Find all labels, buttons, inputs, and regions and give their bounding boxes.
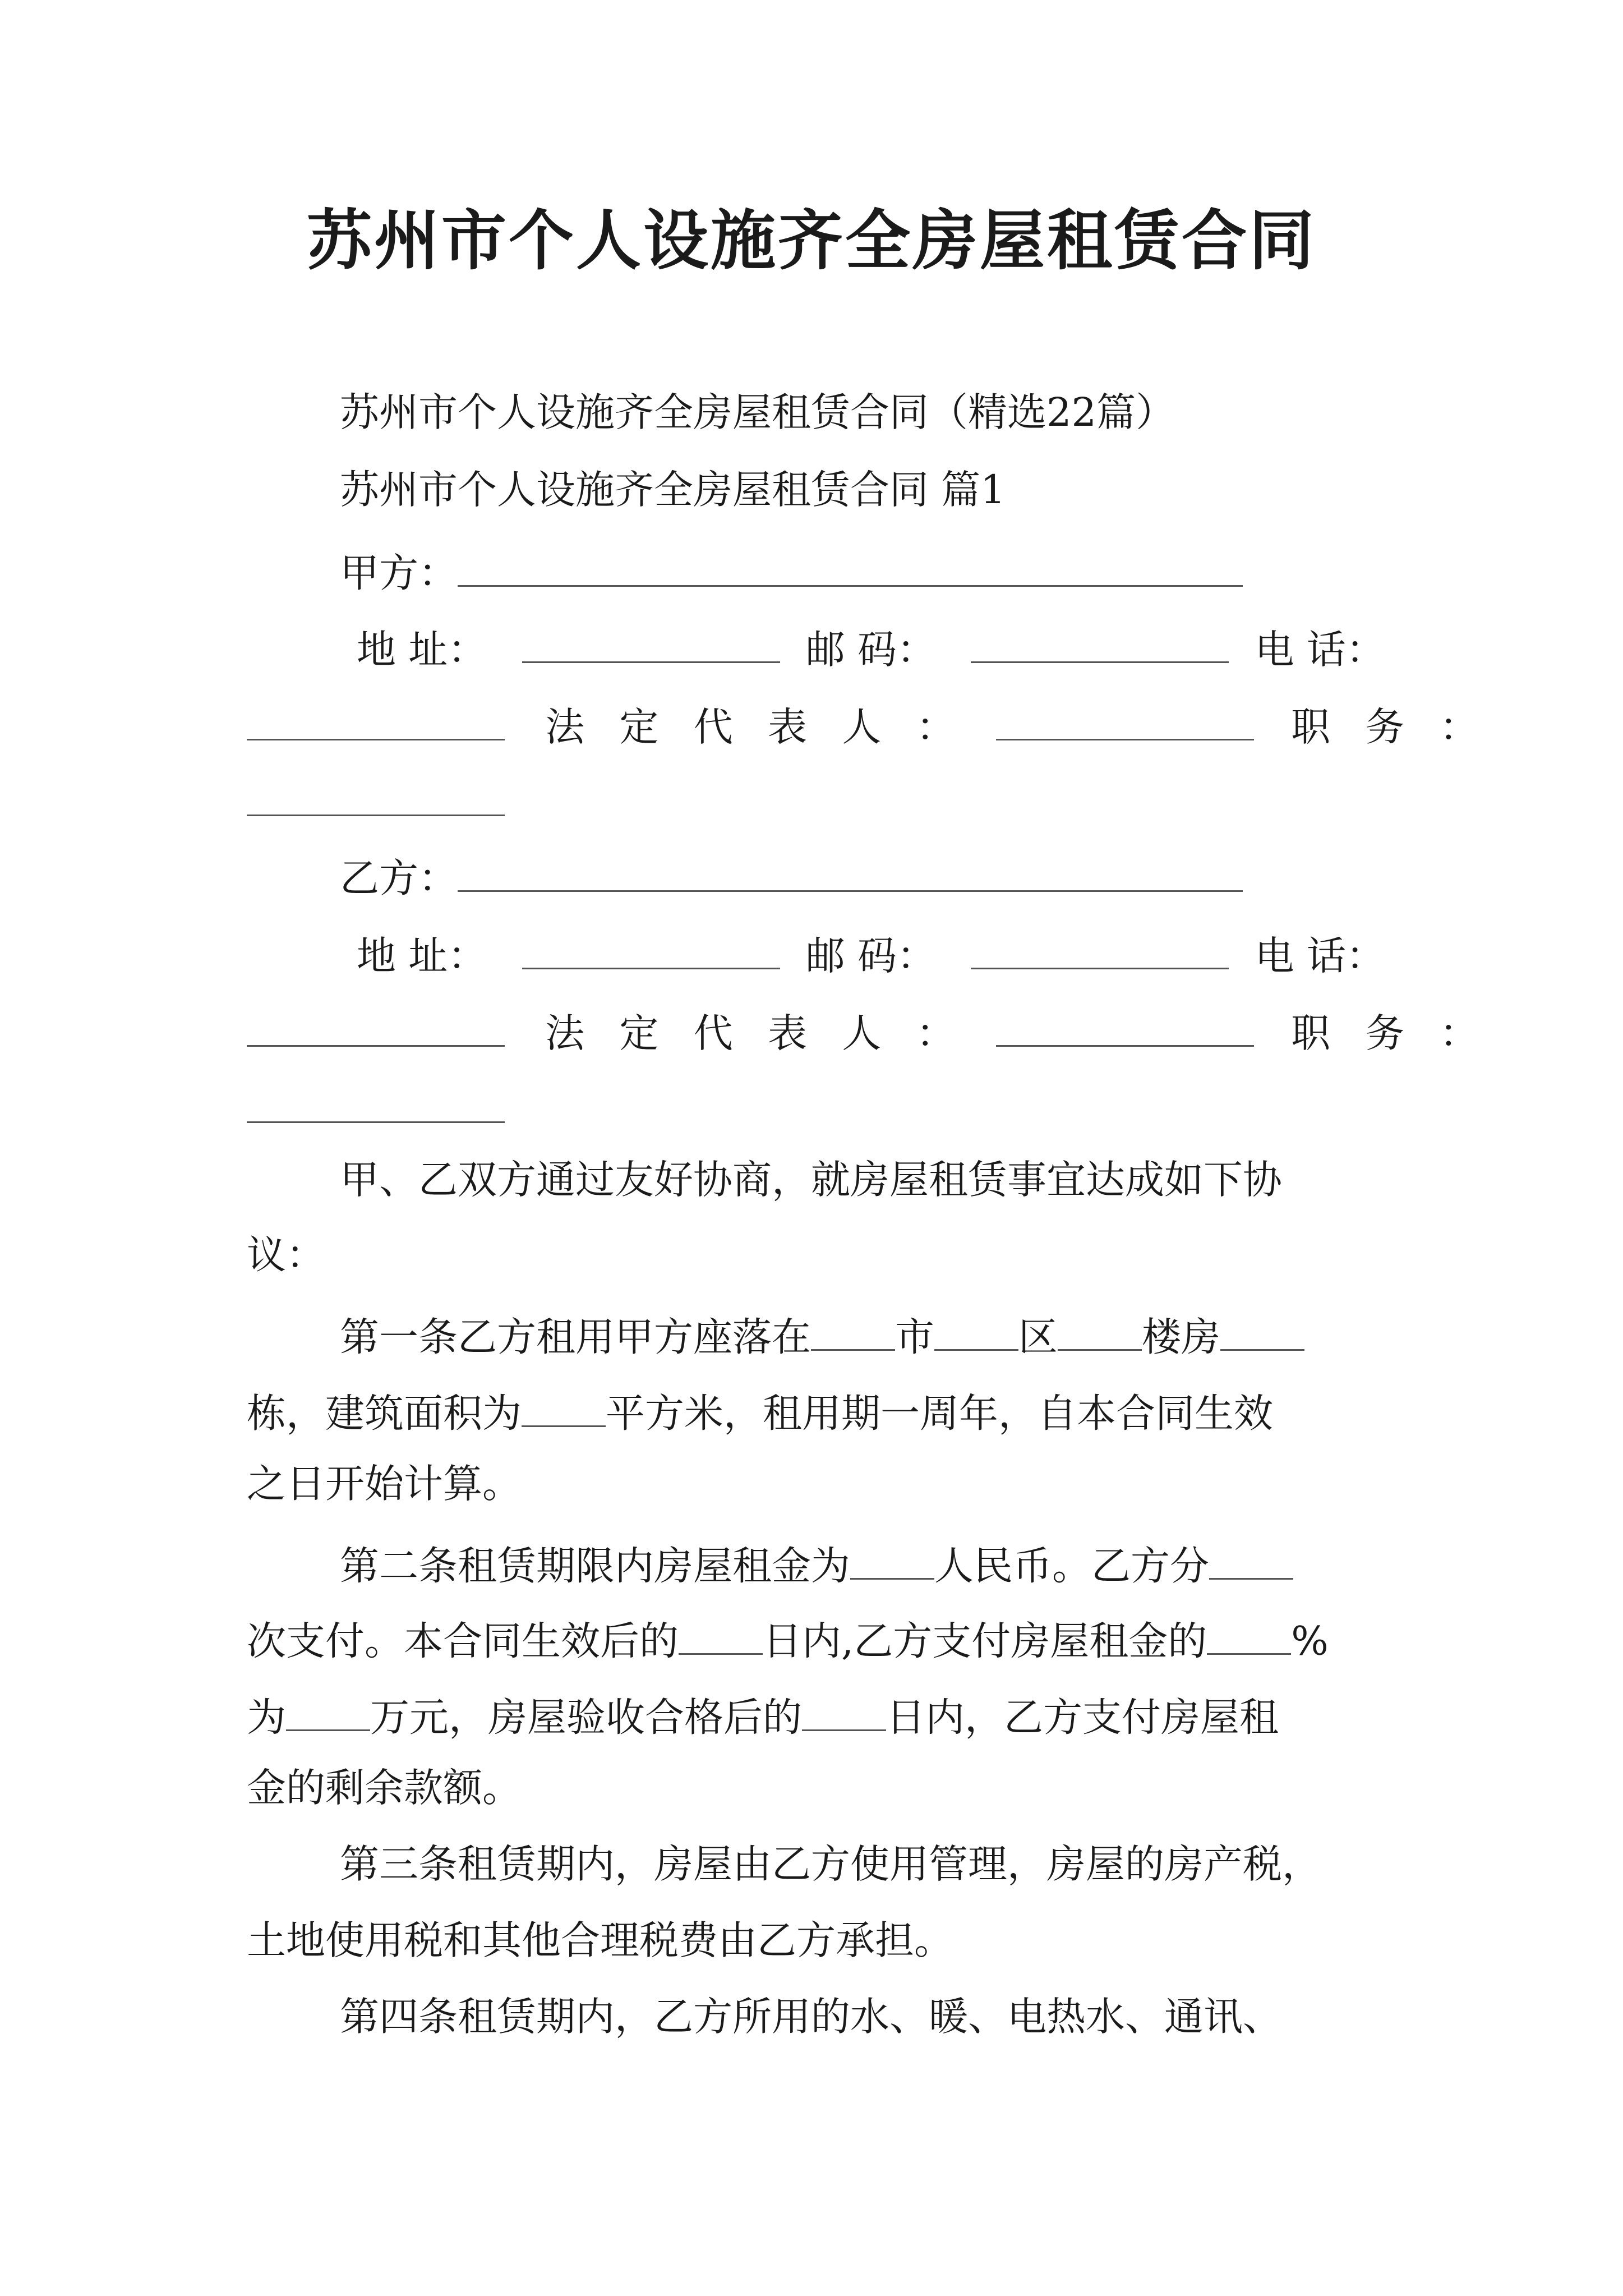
party-b-title-line (247, 1084, 505, 1129)
article-2-line-1 (340, 1540, 1293, 1589)
party-b-name-field[interactable] (458, 853, 1243, 892)
party-b-phone-field[interactable] (247, 1007, 505, 1047)
party-a-address-field[interactable] (522, 624, 780, 663)
party-b-contact-line (357, 930, 1385, 979)
article-1-text: 区 (1018, 1314, 1058, 1360)
party-a-postcode-field[interactable] (971, 624, 1229, 663)
building-field[interactable] (1058, 1312, 1142, 1351)
postcode-label: 邮 码： (805, 932, 937, 979)
days-field[interactable] (679, 1616, 763, 1655)
job-title-label: 职 务 ： (1291, 1010, 1490, 1056)
intro-paragraph: 甲、乙双方通过友好协商，就房屋租赁事宜达成如下协 (340, 1157, 1282, 1203)
percent-field[interactable] (1207, 1616, 1291, 1655)
party-a-line (340, 547, 1243, 596)
article-1-line-1 (340, 1312, 1304, 1360)
rent-amount-field[interactable] (850, 1540, 934, 1580)
article-2-line-4: 金的剩余款额。 (247, 1765, 522, 1811)
address-label: 地 址： (357, 932, 487, 979)
area-field[interactable] (522, 1388, 606, 1427)
party-a-title-line (247, 777, 505, 822)
article-2-line-3 (247, 1692, 1279, 1741)
article-2-text: 日内，乙方支付房屋租 (886, 1694, 1279, 1741)
job-title-label: 职 务 ： (1291, 703, 1490, 750)
party-b-postcode-field[interactable] (971, 930, 1229, 969)
party-b-rep-field[interactable] (996, 1007, 1254, 1047)
article-2-line-2 (247, 1616, 1329, 1664)
article-1-line-2 (247, 1388, 1273, 1437)
page-title: 苏州市个人设施齐全房屋租赁合同 (307, 203, 1316, 279)
city-field[interactable] (811, 1312, 895, 1351)
article-4-line-1: 第四条租赁期内，乙方所用的水、暖、电热水、通讯、 (340, 1994, 1282, 2040)
party-a-rep-field[interactable] (996, 701, 1254, 740)
article-2-text: 万元，房屋验收合格后的 (370, 1694, 802, 1741)
section-heading: 苏州市个人设施齐全房屋租赁合同 篇1 (340, 467, 1006, 513)
party-a-phone-field[interactable] (247, 701, 505, 740)
article-3-line-2: 土地使用税和其他合理税费由乙方承担。 (247, 1917, 953, 1963)
party-a-contact-line (357, 624, 1385, 673)
installments-field[interactable] (1209, 1540, 1293, 1580)
subtitle: 苏州市个人设施齐全房屋租赁合同（精选22篇） (340, 389, 1175, 435)
party-b-address-field[interactable] (522, 930, 780, 969)
party-b-title-field[interactable] (247, 1084, 505, 1123)
address-label: 地 址： (357, 626, 487, 673)
party-b-rep-line (247, 1007, 1490, 1056)
article-2-text: 为 (247, 1694, 286, 1741)
article-2-text: 次支付。本合同生效后的 (247, 1618, 679, 1664)
party-b-label: 乙方： (340, 855, 458, 901)
article-2-text: 人民币。乙方分 (934, 1543, 1209, 1589)
party-a-rep-line (247, 701, 1490, 750)
article-1-text: 第一条乙方租用甲方座落在 (340, 1314, 811, 1360)
party-a-label: 甲方： (340, 550, 458, 596)
intro-paragraph-cont: 议： (247, 1232, 325, 1278)
party-a-title-field[interactable] (247, 777, 505, 816)
amount-field[interactable] (286, 1692, 370, 1731)
legal-rep-label: 法 定 代 表 人 ： (545, 703, 967, 750)
legal-rep-label: 法 定 代 表 人 ： (545, 1010, 967, 1056)
party-a-name-field[interactable] (458, 547, 1243, 587)
phone-label: 电 话： (1255, 626, 1385, 673)
phone-label: 电 话： (1255, 932, 1385, 979)
article-3-line-1: 第三条租赁期内，房屋由乙方使用管理，房屋的房产税， (340, 1841, 1321, 1887)
article-1-text: 平方米，租用期一周年，自本合同生效 (606, 1390, 1273, 1437)
postcode-label: 邮 码： (805, 626, 937, 673)
unit-field[interactable] (1220, 1312, 1304, 1351)
article-1-line-3: 之日开始计算。 (247, 1461, 522, 1507)
article-2-text: 日内,乙方支付房屋租金的 (763, 1618, 1207, 1664)
party-b-line (340, 853, 1243, 901)
district-field[interactable] (934, 1312, 1018, 1351)
article-2-text: % (1291, 1618, 1329, 1664)
article-1-text: 栋，建筑面积为 (247, 1390, 522, 1437)
article-1-text: 市 (895, 1314, 934, 1360)
article-2-text: 第二条租赁期限内房屋租金为 (340, 1543, 850, 1589)
article-1-text: 楼房 (1142, 1314, 1220, 1360)
days-after-acceptance-field[interactable] (802, 1692, 886, 1731)
